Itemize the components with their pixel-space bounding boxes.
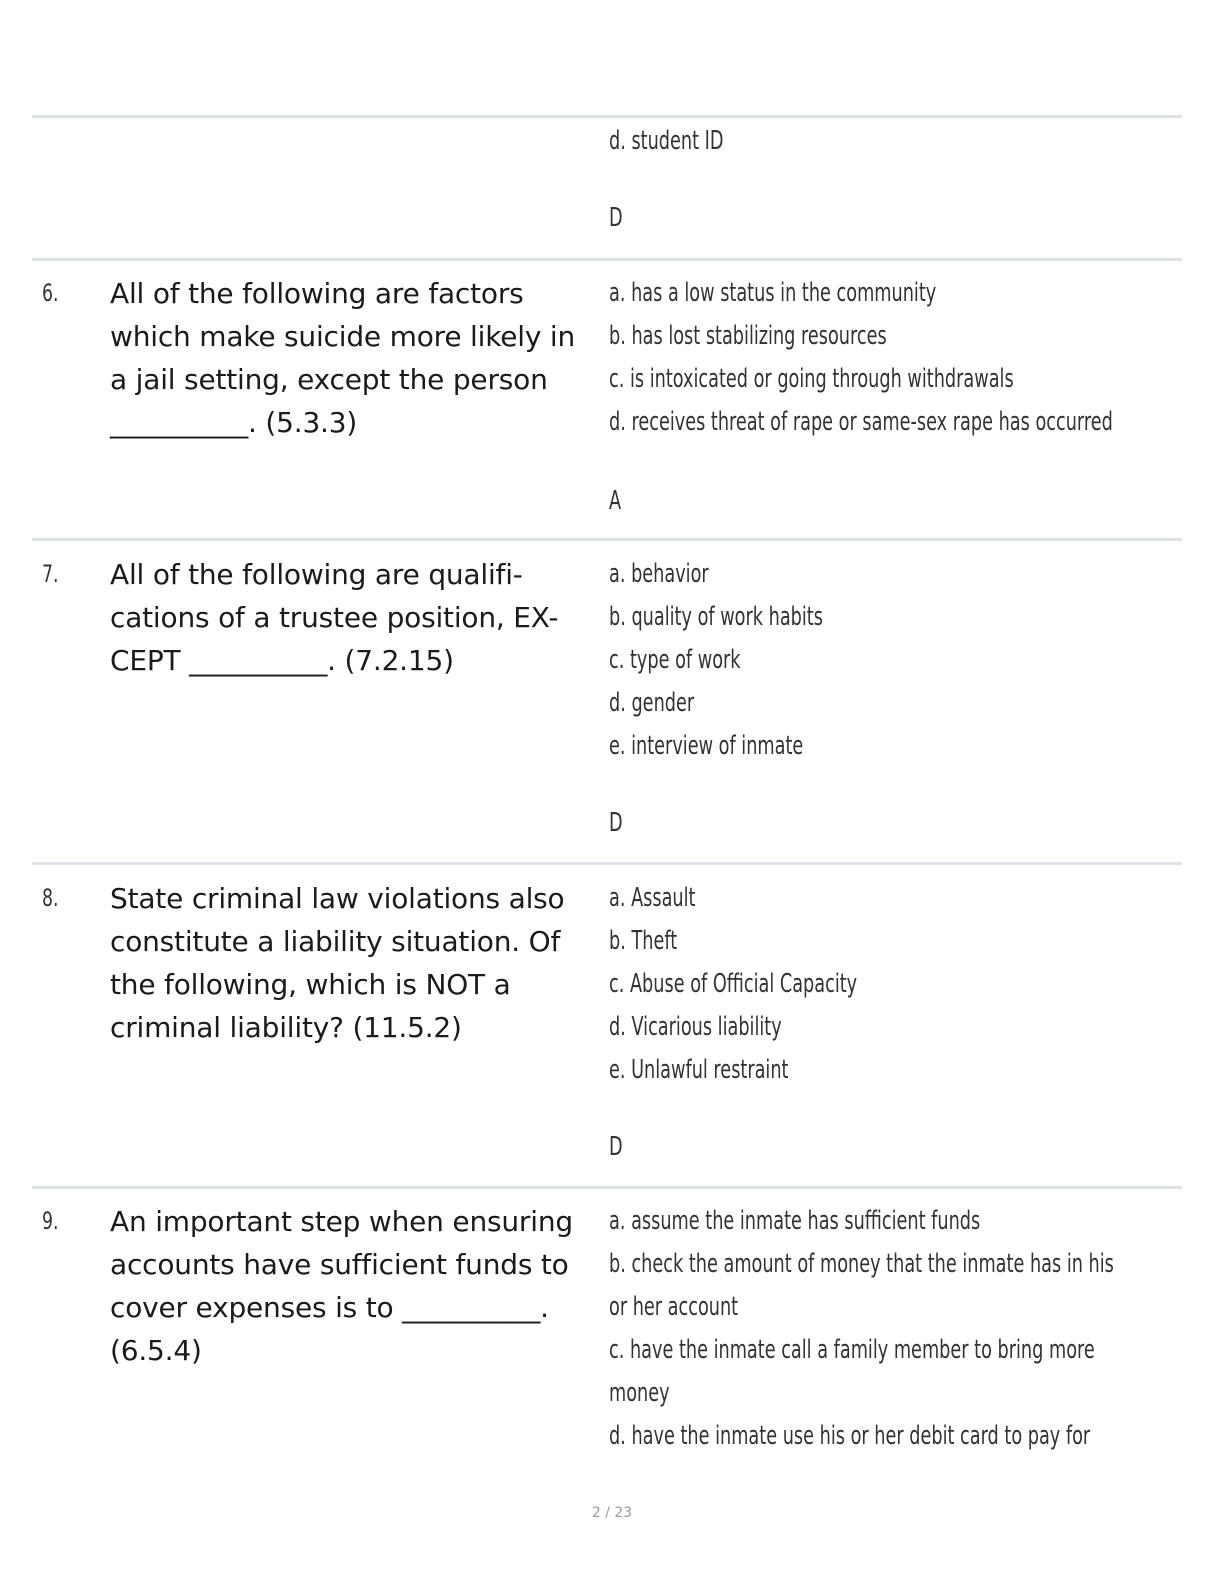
option-b-continued: or her account xyxy=(609,1292,739,1322)
option-d: d. gender xyxy=(609,688,695,718)
question-line: __________. (5.3.3) xyxy=(110,406,358,439)
options-list-9 xyxy=(609,1200,1209,1458)
page-number: 2 / 23 xyxy=(591,1505,633,1521)
option-d: d. Vicarious liability xyxy=(609,1012,782,1042)
divider-rule xyxy=(32,1186,1182,1189)
option-b: b. has lost stabilizing resources xyxy=(609,321,887,351)
answer-key: D xyxy=(609,1132,623,1162)
question-line: All of the following are qualifi- xyxy=(110,558,523,591)
divider-rule xyxy=(32,862,1182,865)
question-line: (6.5.4) xyxy=(110,1334,202,1367)
question-text-7 xyxy=(110,553,602,682)
options-list-prev xyxy=(609,120,1209,240)
question-line: cover expenses is to __________. xyxy=(110,1291,549,1324)
question-line: a jail setting, except the person xyxy=(110,363,548,396)
question-text-6 xyxy=(110,272,602,444)
option-a: a. has a low status in the community xyxy=(609,278,937,308)
option-c: c. is intoxicated or going through withdrawals xyxy=(609,364,1014,394)
option-b: b. check the amount of money that the inmate has in his xyxy=(609,1249,1114,1279)
question-line: cations of a trustee position, EX- xyxy=(110,601,559,634)
option-a: a. Assault xyxy=(609,883,696,913)
question-number: 6. xyxy=(42,279,59,307)
question-text-8 xyxy=(110,877,602,1049)
answer-key: A xyxy=(609,486,622,516)
option-b: b. Theft xyxy=(609,926,678,956)
divider-rule xyxy=(32,258,1182,261)
option-d: d. receives threat of rape or same-sex rape has occurred xyxy=(609,407,1113,437)
answer-key: D xyxy=(609,808,623,838)
answer-key: D xyxy=(609,203,623,233)
option-c: c. Abuse of Official Capacity xyxy=(609,969,858,999)
option-a: a. behavior xyxy=(609,559,709,589)
question-line: An important step when ensuring xyxy=(110,1205,573,1238)
question-line: which make suicide more likely in xyxy=(110,320,576,353)
question-line: CEPT __________. (7.2.15) xyxy=(110,644,454,677)
option-c: c. type of work xyxy=(609,645,741,675)
option-b: b. quality of work habits xyxy=(609,602,823,632)
option-e: e. Unlawful restraint xyxy=(609,1055,789,1085)
question-number: 9. xyxy=(42,1207,59,1235)
question-line: the following, which is NOT a xyxy=(110,968,511,1001)
question-number: 7. xyxy=(42,560,59,588)
question-line: State criminal law violations also xyxy=(110,882,565,915)
option-c: c. have the inmate call a family member to bring more xyxy=(609,1335,1095,1365)
options-list-8 xyxy=(609,877,1209,1169)
option-c-continued: money xyxy=(609,1378,670,1408)
options-list-7 xyxy=(609,553,1209,845)
option-d: d. student ID xyxy=(609,126,724,156)
divider-rule xyxy=(32,538,1182,541)
options-list-6 xyxy=(609,272,1209,523)
option-a: a. assume the inmate has sufficient funds xyxy=(609,1206,981,1236)
divider-rule xyxy=(32,115,1182,118)
question-line: constitute a liability situation. Of xyxy=(110,925,561,958)
question-text-9 xyxy=(110,1200,602,1372)
question-line: All of the following are factors xyxy=(110,277,524,310)
question-number: 8. xyxy=(42,884,59,912)
question-line: criminal liability? (11.5.2) xyxy=(110,1011,462,1044)
option-d: d. have the inmate use his or her debit card to pay for xyxy=(609,1421,1091,1451)
question-line: accounts have sufficient funds to xyxy=(110,1248,569,1281)
option-e: e. interview of inmate xyxy=(609,731,804,761)
